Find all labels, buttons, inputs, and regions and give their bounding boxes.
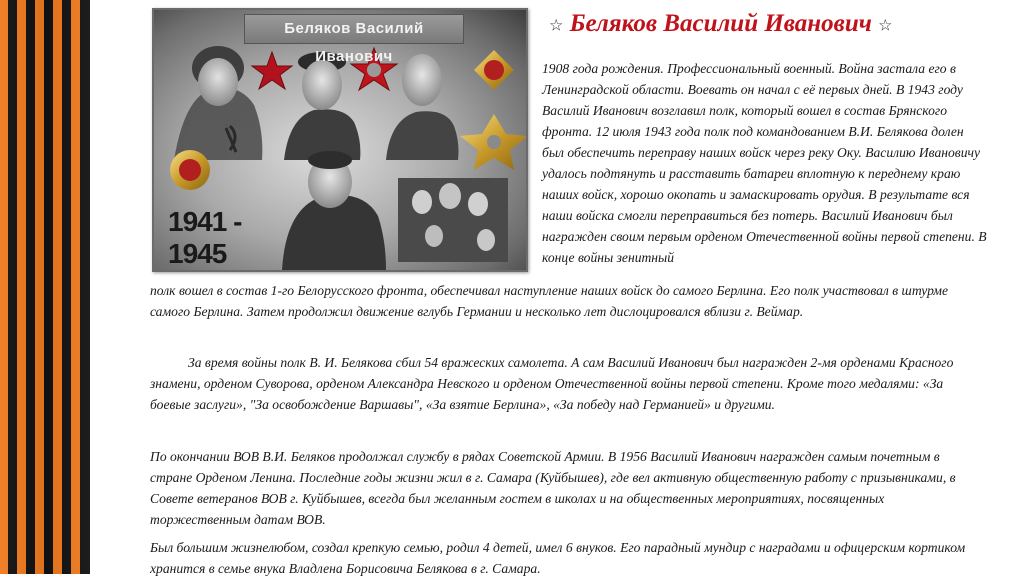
- red-star-order-1: [252, 52, 292, 89]
- years-label: 1941 - 1945: [168, 206, 242, 269]
- portrait-woman: [174, 46, 262, 160]
- star-left-icon: ☆: [549, 17, 564, 35]
- collage-photo: [152, 8, 528, 272]
- page-title-text: Беляков Василий Иванович: [569, 10, 872, 37]
- page-title: [549, 10, 969, 46]
- family-photo: [398, 178, 508, 262]
- portrait-officer-2: [386, 54, 459, 160]
- paragraph-1-bottom: полк вошел в состав 1-го Белорусского фронта, обеспечивал наступление наших войск до самого Берлина. Его полк участвовал в штурме самого Берлина. Затем продолжил движение вглубь Германии и несколько лет дислоцировался вблизи г. Веймар.: [150, 283, 948, 319]
- paragraph-4: Был большим жизнелюбом, создал крепкую семью, родил 4 детей, имел 6 внуков. Его парадный мундир с наградами и офицерским кортиком хранится в семье внука Владлена Борисовича Белякова в г. Самара.: [150, 540, 966, 576]
- photo-caption: Беляков Василий Иванович: [244, 14, 464, 44]
- paragraph-2: За время войны полк В. И. Белякова сбил 54 вражеских самолета. А сам Василий Иванович был награжден 2-мя орденами Красного знамени, орденом Суворова, орденом Александра Невского и орденом Отечественной войны первой степени. Кроме того медалями: «За боевые заслуги», "За освобождение Варшавы", «За взятие Берлина», «За победу над Германией» и другими.: [150, 355, 954, 412]
- paragraph-3: По окончании ВОВ В.И. Беляков продолжал службу в рядах Советской Армии. В 1956 Василий Иванович награжден самым почетным в стране Орденом Ленина. Последние годы жизни жил в г. Самара (Куйбышев), где вел активную общественную работу с призывниками, в Совете ветеранов ВОВ г. Куйбышев, всегда был желанным гостем в школах и на общественных мероприятиях, посвященных торжественным датам ВОВ.: [150, 449, 956, 527]
- portrait-main: [282, 151, 386, 270]
- st-george-ribbon: [0, 0, 90, 574]
- order-lenin: [170, 150, 210, 190]
- paragraph-1-top: 1908 года рождения. Профессиональный военный. Война застала его в Ленинградской области. Воевать он начал с её первых дней. В 1943 году Василий Иванович возглавил полк, который вошел в состав Брянского фронта. 12 июля 1943 года полк под командованием В.И. Белякова долен был обеспечить переправу наших войск через реку Оку. Василию Ивановичу удалось подтянуть и расставить батареи вплотную к переднему краю наших войск, хорошо окопать и замаскировать орудия. В результате вся наши войска смогли переправиться без потерь. Василий Иванович был награжден своим первым орденом Отечественной войны первой степени. В конце войны зенитный: [542, 61, 987, 265]
- star-right-icon: ☆: [878, 17, 893, 35]
- order-suvorov: [460, 114, 526, 170]
- order-nevsky: [474, 50, 514, 90]
